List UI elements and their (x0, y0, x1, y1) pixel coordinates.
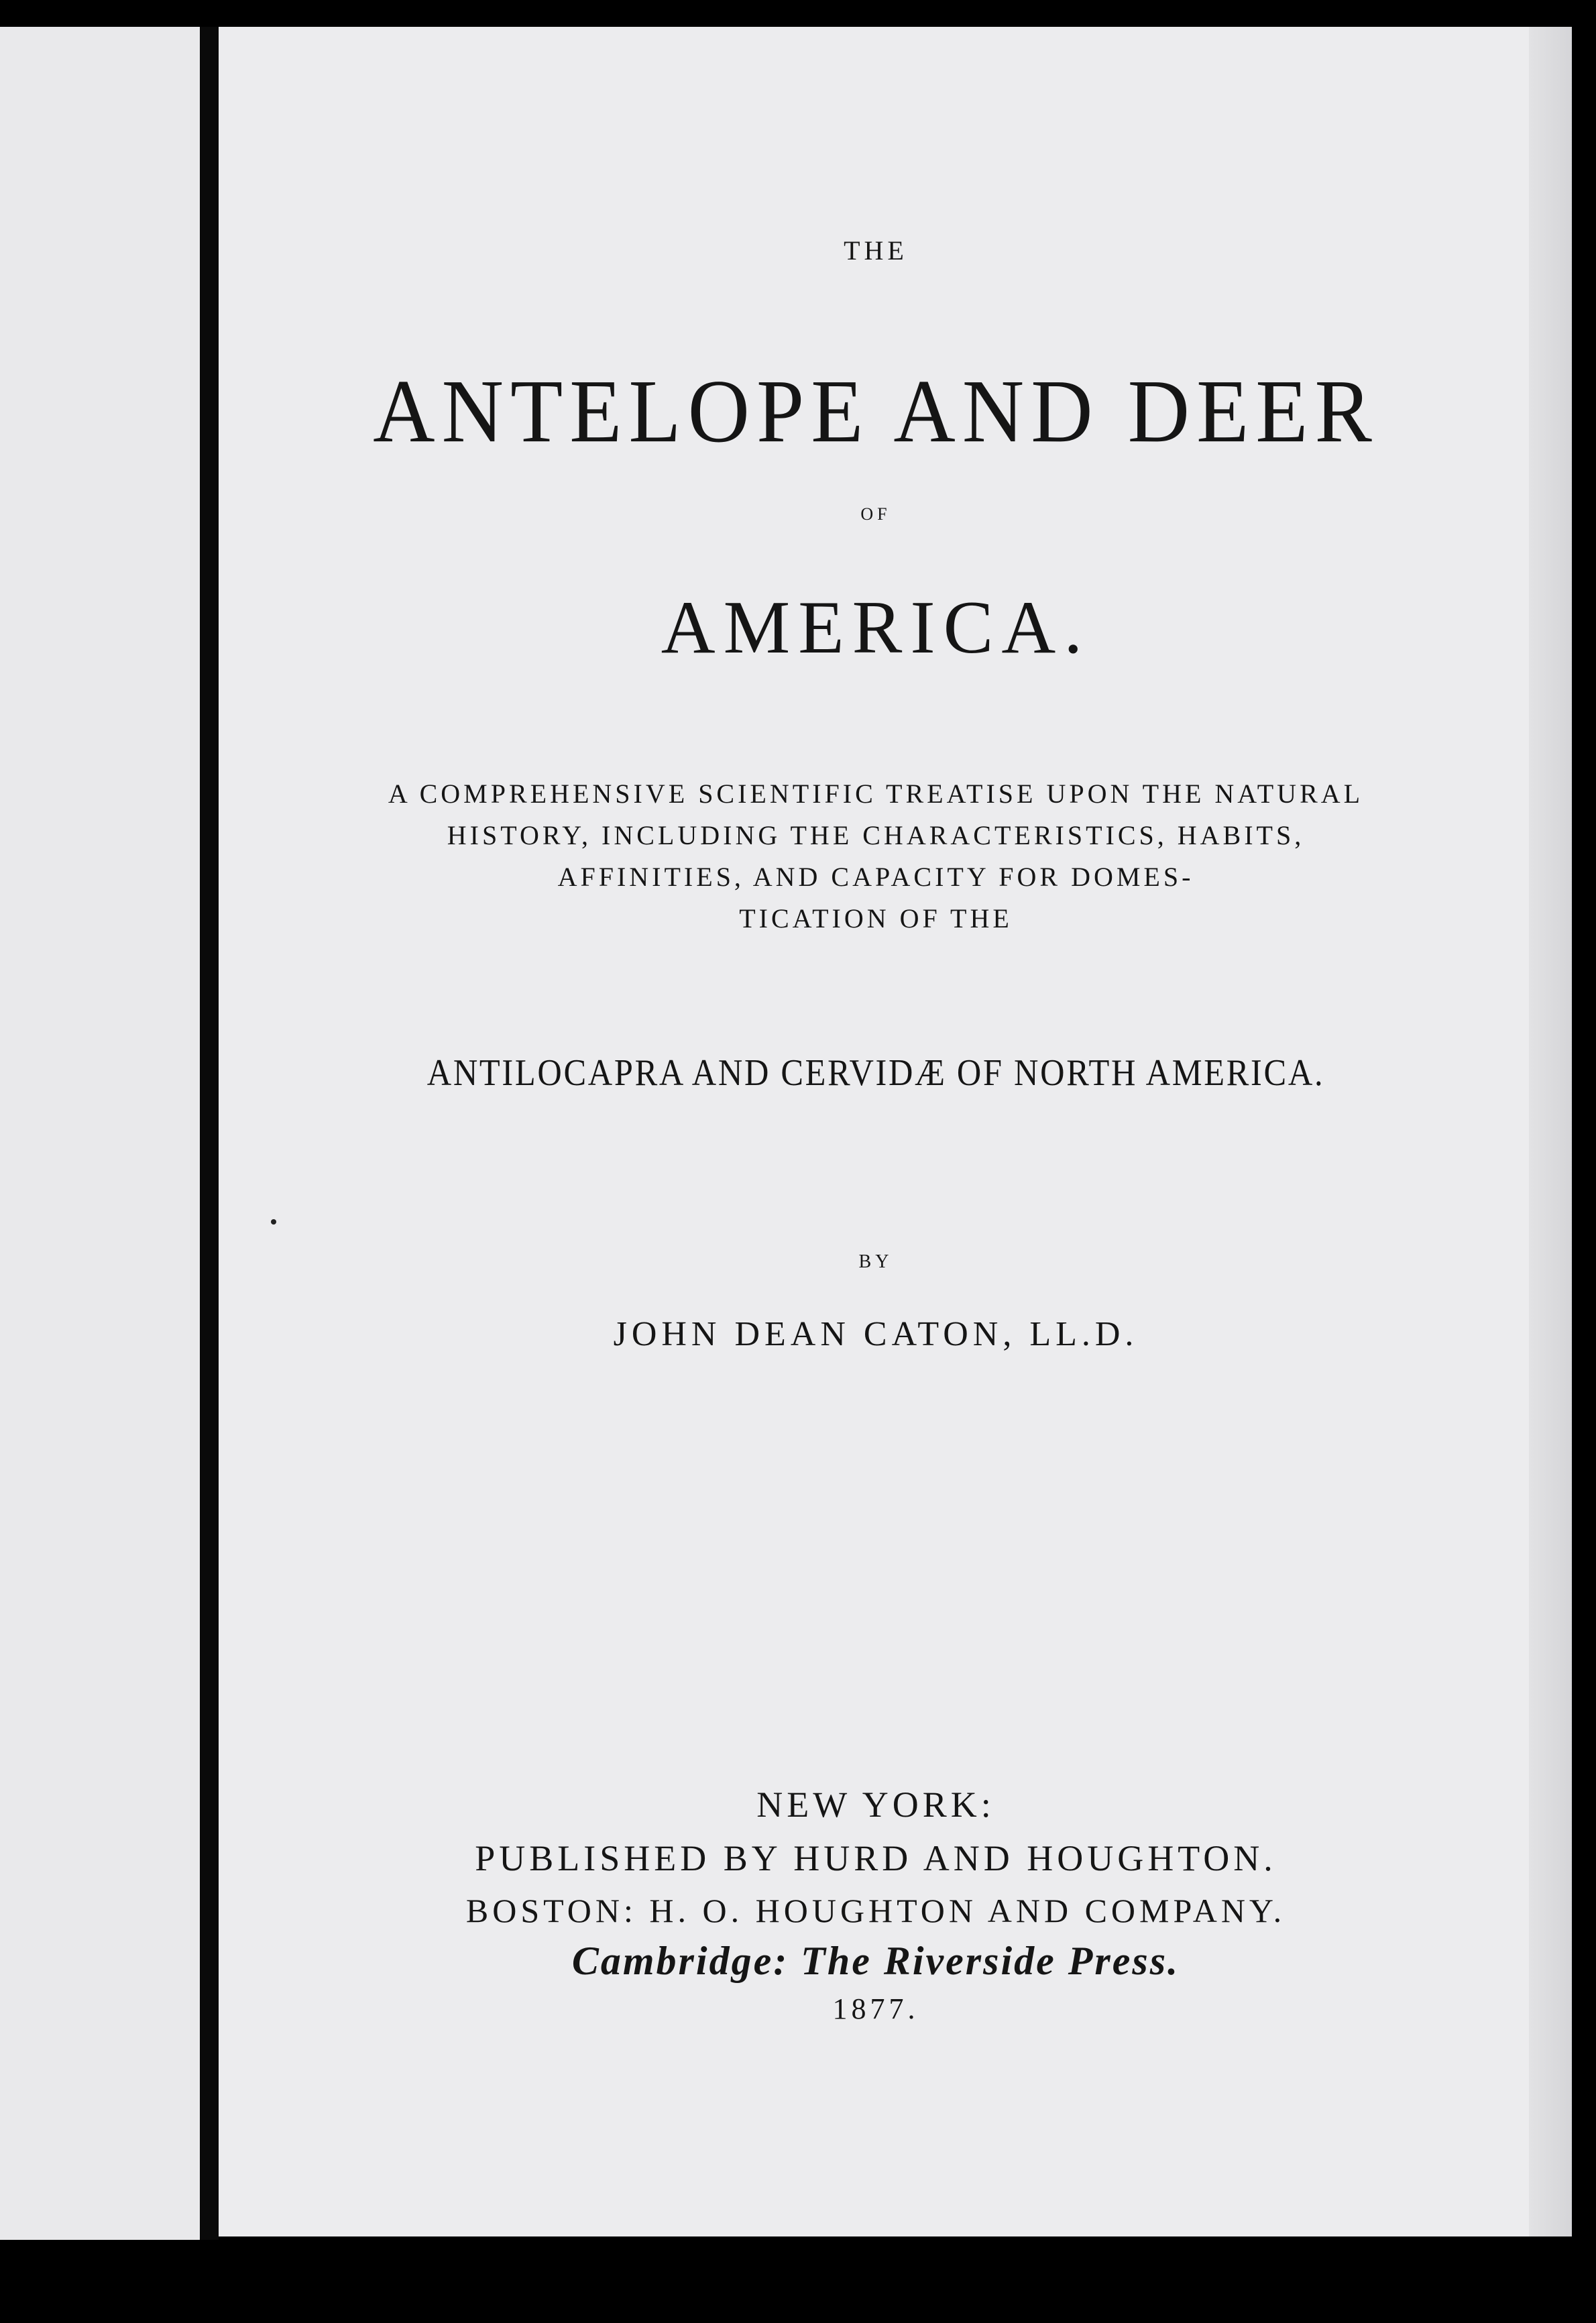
subtitle-line-2: HISTORY, INCLUDING THE CHARACTERISTICS, HABITS, (447, 820, 1305, 850)
by-line: BY (858, 1251, 893, 1272)
book-title-america: AMERICA. (661, 586, 1091, 669)
subject-line: ANTILOCAPRA AND CERVIDÆ OF NORTH AMERICA. (426, 1052, 1325, 1094)
imprint-press: Cambridge: The Riverside Press. (571, 1939, 1180, 1983)
page-speck (271, 1219, 276, 1225)
subtitle-line-3: AFFINITIES, AND CAPACITY FOR DOMES- (557, 862, 1194, 892)
imprint-publisher: PUBLISHED BY HURD AND HOUGHTON. (475, 1838, 1277, 1878)
imprint-city: NEW YORK: (756, 1784, 995, 1825)
book-title: ANTELOPE AND DEER (373, 361, 1379, 461)
imprint-boston: BOSTON: H. O. HOUGHTON AND COMPANY. (465, 1892, 1286, 1929)
author-name: JOHN DEAN CATON, LL.D. (613, 1315, 1139, 1353)
subtitle-line-1: A COMPREHENSIVE SCIENTIFIC TREATISE UPON THE NATURAL (388, 779, 1364, 809)
subtitle-line-4: TICATION OF THE (739, 903, 1013, 933)
title-article: THE (844, 235, 908, 266)
imprint-year: 1877. (832, 1992, 919, 2025)
title-of: OF (860, 504, 891, 524)
